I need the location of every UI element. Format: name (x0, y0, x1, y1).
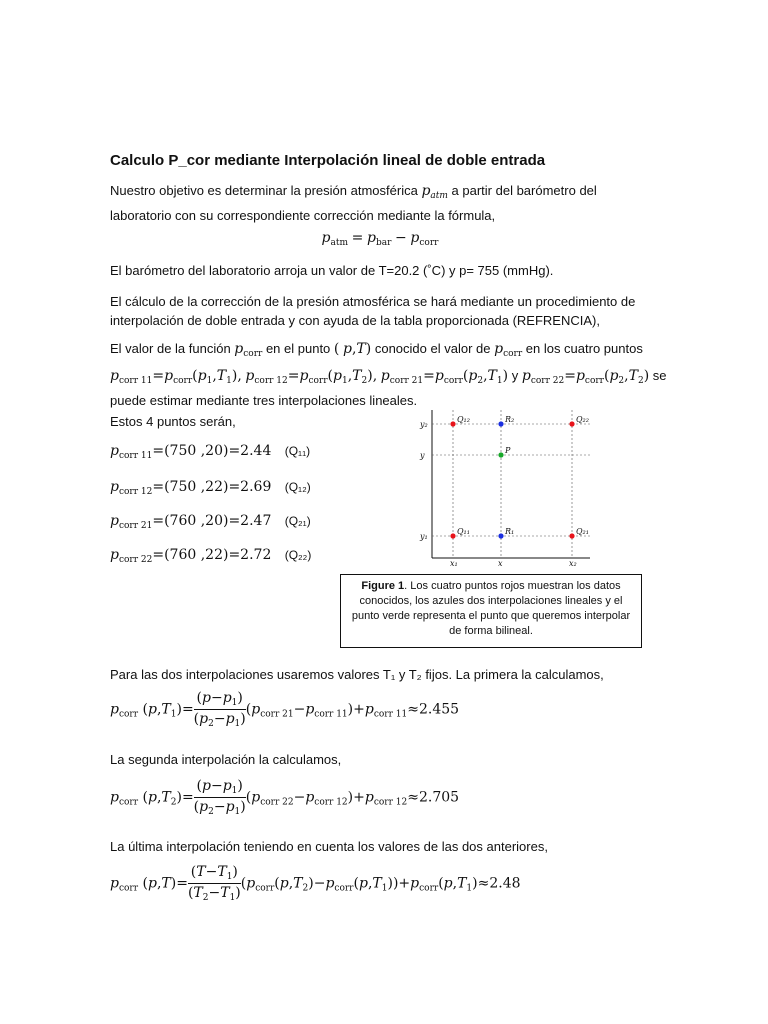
point-row: $p_{corr 21}=(760$ ,20)=2.47 (Q₂₁) (110, 513, 311, 531)
y-tick-label: y₂ (420, 420, 428, 429)
point-p-label: P (505, 446, 511, 455)
point-q22-label: Q₂₂ (576, 415, 589, 424)
interp-equation-2: $p_{corr}$ $(p,T_2)=$ $\frac{(p-p_1)}{(p_2-p_1)}$ $(p_{corr 22}-p_{corr 12})+p_{corr 12}\approx 2.705$ (110, 778, 460, 817)
last-interp-label: La última interpolación teniendo en cuenta los valores de las dos anteriores, (110, 839, 548, 854)
intro-text-2: a partir del barómetro del (447, 183, 597, 198)
point-q12-label: Q₁₂ (457, 415, 470, 424)
y-tick-label: y (420, 451, 425, 460)
interp-equation-1: $p_{corr}$ $(p,T_1)=$ $\frac{(p-p_1)}{(p_2-p_1)}$ $(p_{corr 21}-p_{corr 11})+p_{corr 11}\approx 2.455$ (110, 690, 460, 729)
point-tag: (Q₂₁) (281, 514, 311, 528)
correction-paragraph: El cálculo de la corrección de la presión atmosférica se hará mediante un procedimiento de interpolación de doble entrada y con ayuda de la tabla proporcionada (REFRENCIA), (110, 294, 636, 328)
bilinear-figure (418, 408, 594, 568)
p-atm-symbol: p (421, 183, 431, 199)
point-q21 (569, 533, 574, 538)
intro-text-1: Nuestro objetivo es determinar la presión atmosférica (110, 183, 422, 198)
y-tick-label: y₁ (420, 532, 428, 541)
caption-title: Figure 1 (361, 580, 405, 592)
point-p (498, 452, 503, 457)
value-paragraph: El valor de la función $p_{corr}$ en el punto ( p,T) conocido el valor de $p_{corr}$ en los cuatro puntos $p_{corr 11}=p_{corr}(p_1,T_1)$, $p_{corr 12}=p_{corr}(p_1,T_2)$, $p_{corr 21}=p_{corr}(p_2,T_1)$ y $p_{corr 22}=p_{corr}(p_2,T_2)$ se puede estimar mediante tres interpolaciones lineales. (110, 341, 667, 408)
intro-text-3: laboratorio con su correspondiente corrección mediante la fórmula, (110, 208, 496, 223)
interp-result-3: 2.48 (489, 875, 521, 892)
figure-caption (340, 574, 642, 648)
point-row: $p_{corr 12}=(750$ ,22)=2.69 (Q₁₂) (110, 479, 311, 497)
interp-result-2: 2.705 (418, 789, 460, 806)
point-row: $p_{corr 22}=(760$ ,22)=2.72 (Q₂₂) (110, 547, 312, 565)
point-r1 (498, 533, 503, 538)
point-q12 (450, 421, 455, 426)
point-r2 (498, 421, 503, 426)
point-r1-label: R₁ (505, 527, 515, 536)
point-tag: (Q₁₁) (281, 444, 311, 458)
point-q22 (569, 421, 574, 426)
point-q11 (450, 533, 455, 538)
caption-text: . Los cuatro puntos rojos muestran los datos conocidos, los azules dos interpolaciones lineales y el punto verde representa el punto que queremos interpolar de forma bilineal. (351, 580, 631, 637)
p-atm-subscript: atm (430, 191, 448, 201)
point-tag: (Q₂₂) (281, 548, 312, 562)
x-tick-label: x₂ (569, 559, 577, 568)
point-q11-label: Q₁₁ (457, 527, 470, 536)
point-tag: (Q₁₂) (281, 480, 311, 494)
document-title: Calculo P_cor mediante Interpolación lineal de doble entrada (110, 152, 546, 169)
point-row: $p_{corr 11}=(750$ ,20)=2.44 (Q₁₁) (110, 443, 311, 461)
point-r2-label: R₂ (505, 415, 515, 424)
second-interp-label: La segunda interpolación la calculamos, (110, 752, 342, 767)
points-intro: Estos 4 puntos serán, (110, 414, 236, 429)
interp-intro: Para las dos interpolaciones usaremos valores T₁ y T₂ fijos. La primera la calculamos, (110, 667, 604, 682)
intro-paragraph (110, 181, 650, 225)
point-q21-label: Q₂₁ (576, 527, 589, 536)
interp-result-1: 2.455 (418, 701, 460, 718)
main-formula: $p_{atm} = p_{bar} - p_{corr}$ (321, 230, 439, 248)
interp-equation-3: $p_{corr}$ (p,T)= $\frac{(T-T_1)}{(T_2-T_1)}$ $(p_{corr}(p,T_2)-p_{corr}(p,T_1))+p_{corr}(p,T_1)\approx 2.48$ (110, 864, 521, 903)
x-tick-label: x (498, 559, 503, 568)
x-tick-label: x₁ (450, 559, 458, 568)
barometer-paragraph: El barómetro del laboratorio arroja un valor de T=20.2 (˚C) y p= 755 (mmHg). (110, 263, 554, 278)
